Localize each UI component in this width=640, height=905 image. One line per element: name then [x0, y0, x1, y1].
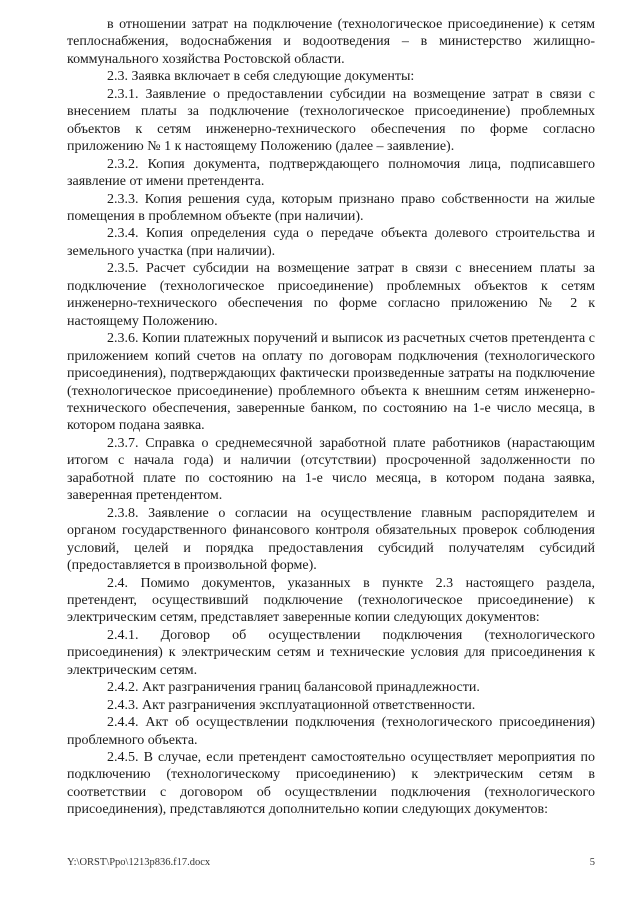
paragraph-2-3-4: 2.3.4. Копия определения суда о передаче объекта долевого строительства и земельного участка (при наличии). — [67, 226, 595, 259]
paragraph-2-4-5: 2.4.5. В случае, если претендент самостоятельно осуществляет мероприятия по подключению (технологическому присоединению) к электрическим сетям в соответствии с договором об осуществлении подключения (технологического присоединения), представляются дополнительно копии следующих документов: — [67, 750, 595, 818]
page-footer — [67, 857, 595, 868]
paragraph-2-3-8: 2.3.8. Заявление о согласии на осуществление главным распорядителем и органом государственного финансового контроля обязательных проверок соблюдения условий, целей и порядка предоставления субсидий получателям субсидий (предоставляется в произвольной форме). — [67, 505, 595, 574]
paragraph-2-4-3: 2.4.3. Акт разграничения эксплуатационной ответственности. — [107, 697, 476, 713]
paragraph-2-4-4: 2.4.4. Акт об осуществлении подключения (технологического присоединения) проблемного объекта. — [67, 715, 595, 748]
paragraph-2-4: 2.4. Помимо документов, указанных в пункте 2.3 настоящего раздела, претендент, осуществивший подключение (технологическое присоединение) к электрическим сетям, представляет заверенные копии следующих документов: — [67, 575, 595, 626]
paragraph-2-3-1: 2.3.1. Заявление о предоставлении субсидии на возмещение затрат в связи с внесением платы за подключение (технологическое присоединение) проблемных объектов к сетям инженерно-технического обеспечения по форме согласно приложению № 1 к настоящему Положению (далее – заявление). — [67, 86, 595, 155]
paragraph-2-3-7: 2.3.7. Справка о среднемесячной заработной плате работников (нарастающим итогом с начала года) и наличии (отсутствии) просроченной задолженности по заработной плате по состоянию на 1-е число месяца, в котором подана заявка, заверенная претендентом. — [67, 435, 595, 504]
paragraph-2-3-3: 2.3.3. Копия решения суда, которым признано право собственности на жилые помещения в проблемном объекте (при наличии). — [67, 191, 595, 224]
file-path: Y:\ORST\Ppo\1213p836.f17.docx — [67, 857, 211, 868]
paragraph-2-4-1: 2.4.1. Договор об осуществлении подключения (технологического присоединения) к электрическим сетям и технические условия для присоединения к электрическим сетям. — [67, 627, 595, 678]
paragraph-continuation: в отношении затрат на подключение (технологическое присоединение) к сетям теплоснабжения, водоснабжения и водоотведения – в министерство жилищно-коммунального хозяйства Ростовской области. — [67, 17, 595, 67]
paragraph-2-4-2: 2.4.2. Акт разграничения границ балансовой принадлежности. — [107, 680, 480, 696]
paragraph-2-3: 2.3. Заявка включает в себя следующие документы: — [107, 69, 415, 85]
paragraph-2-3-2: 2.3.2. Копия документа, подтверждающего полномочия лица, подписавшего заявление от имени претендента. — [67, 156, 595, 190]
page-number: 5 — [589, 857, 595, 868]
document-page — [67, 16, 595, 819]
paragraph-2-3-5: 2.3.5. Расчет субсидии на возмещение затрат в связи с внесением платы за подключение (технологическое присоединение) проблемных объектов к сетям инженерно-технического обеспечения по форме согласно приложению № 2 к настоящему Положению. — [67, 261, 595, 329]
paragraph-2-3-6: 2.3.6. Копии платежных поручений и выписок из расчетных счетов претендента с приложением копий счетов на оплату по договорам подключения (технологического присоединения), подтверждающих фактически произведенные затраты на подключение (технологическое присоединение) проблемного объекта к внешним сетям инженерно-технического обеспечения, заверенные банком, по состоянию на 1-е число месяца, в котором подана заявка. — [67, 331, 595, 434]
